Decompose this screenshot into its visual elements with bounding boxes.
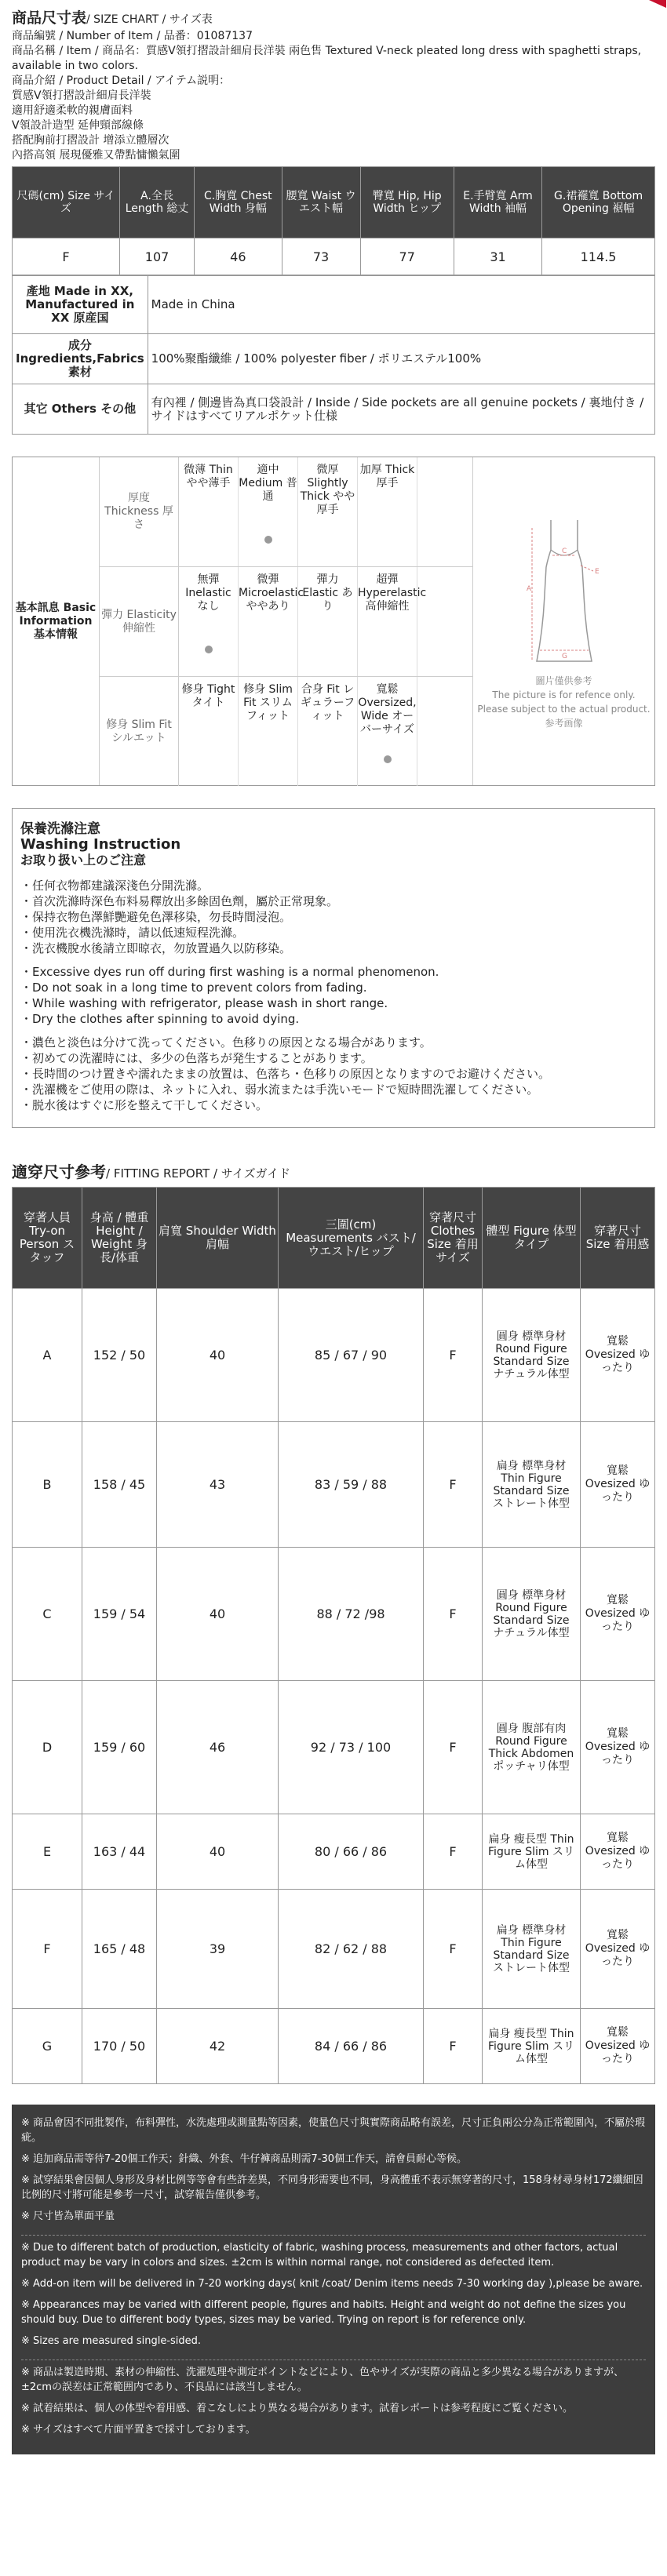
note-line: ※ Add-on item will be delivered in 7-20 working days( knit /coat/ Denim items needs 7-30 working day ),please be aware. (21, 2278, 643, 2290)
figure-label-c: C (561, 548, 567, 555)
washing-title-zh: 保養洗滌注意 (20, 821, 100, 837)
option-text: 修身 Slim Fit スリムフィット (243, 683, 293, 722)
elasticity-option (179, 567, 239, 676)
measurements: 83 / 59 / 88 (279, 1422, 424, 1548)
elasticity-label: 彈力 Elasticity 伸縮性 (100, 567, 179, 676)
clothes-size: F (424, 2009, 483, 2084)
fitting-row (13, 1289, 655, 1422)
note-line: ※ 商品は製造時期、素材の伸縮性、洗濯処理や測定ポイントなどにより、色やサイズが実際の商品と多少異なる場合がありますが、±2cmの誤差は正常範囲内であり、不良品には該当しません。 (21, 2367, 624, 2393)
info-table (12, 275, 655, 435)
person: D (13, 1681, 82, 1814)
basic-info-grid (100, 457, 472, 785)
cell-chest: 46 (195, 238, 282, 275)
basic-info-panel (12, 457, 655, 786)
option-text: 微彈 Microelastic ややあり (239, 573, 304, 613)
person: E (13, 1814, 82, 1890)
figure-type: 扁身 標準身材 Thin Figure Standard Size ストレート体型 (483, 1890, 581, 2009)
option-text: 彈力 Elastic あり (302, 573, 353, 613)
figure-label-g: G (561, 653, 567, 660)
cell-hip: 77 (360, 238, 454, 275)
washing-zh (20, 878, 647, 956)
washing-line: ・脱水後はすぐに形を整えて干してください。 (20, 1098, 268, 1112)
figure-type: 圓身 標準身材 Round Figure Standard Size ナチュラル体型 (483, 1548, 581, 1681)
fitting-row (13, 2009, 655, 2084)
header-figure: 體型 Figure 体型タイプ (483, 1188, 581, 1289)
washing-jp (20, 1035, 647, 1113)
shoulder: 39 (157, 1890, 279, 2009)
header-person: 穿著人員 Try-on Person スタッフ (13, 1188, 82, 1289)
cell-arm: 31 (454, 238, 541, 275)
thickness-option (179, 457, 239, 566)
header-size: 尺碼(cm) Size サイズ (13, 167, 120, 238)
cell-waist: 73 (282, 238, 360, 275)
notes-panel (12, 2105, 655, 2454)
note-line: ※ 試穿結果會因個人身形及身材比例等等會有些許差異，不同身形需要也不同，身高體重不表示無穿著的尺寸，158身材尋身材172纖細因比例的尺寸將可能是參考一尺寸，試穿報告僅供參考。 (21, 2174, 643, 2201)
height-weight: 165 / 48 (82, 1890, 157, 2009)
washing-title-jp: お取り扱い上のご注意 (20, 853, 147, 868)
elasticity-option (298, 567, 358, 676)
clothes-size: F (424, 1289, 483, 1422)
shoulder: 40 (157, 1289, 279, 1422)
washing-title-en: Washing Instruction (20, 836, 181, 853)
washing-line: ・濃色と淡色は分けて洗ってください。色移りの原因となる場合があります。 (20, 1035, 432, 1050)
notes-en (21, 2236, 646, 2360)
header-length: A.全長 Length 総丈 (120, 167, 195, 238)
fitting-title (12, 1159, 655, 1182)
clothes-size: F (424, 1814, 483, 1890)
clothes-size: F (424, 1681, 483, 1814)
fit-feel: 寬鬆 Ovesized ゆったり (581, 2009, 655, 2084)
selected-dot-icon (384, 755, 392, 763)
caption-line: Please subject to the actual product. (477, 704, 651, 715)
origin-label: 產地 Made in XX, Manufactured in XX 原産国 (13, 276, 148, 334)
dress-figure (472, 457, 654, 785)
dress-outline-icon (521, 512, 607, 669)
fitting-table (12, 1187, 655, 2084)
thickness-option (239, 457, 298, 566)
shoulder: 43 (157, 1422, 279, 1548)
washing-en (20, 964, 647, 1027)
fit-feel: 寬鬆 Ovesized ゆったり (581, 1289, 655, 1422)
fitting-row (13, 1422, 655, 1548)
detail-line: 商品編號 / Number of Item / 品番：01087137 (12, 30, 253, 42)
note-line: ※ サイズはすべて片面平置きで採寸しております。 (21, 2424, 256, 2436)
person: F (13, 1890, 82, 2009)
cell-length: 107 (120, 238, 195, 275)
detail-line: 商品名稱 / Item / 商品名：質感V領打摺設計細肩長洋裝 兩色售 Textured V-neck pleated long dress with spaghetti straps, available in two colors. (12, 45, 642, 72)
shoulder: 46 (157, 1681, 279, 1814)
header-waist: 腰寬 Waist ウエスト幅 (282, 167, 360, 238)
size-table-header (13, 167, 655, 238)
washing-line: ・任何衣物都建議深淺色分開洗滌。 (20, 879, 210, 893)
caption-line: The picture is for refence only. (492, 689, 636, 700)
product-details (12, 29, 655, 163)
fit-row (100, 677, 472, 786)
fit-feel: 寬鬆 Ovesized ゆったり (581, 1814, 655, 1890)
detail-line: V領設計造型 延伸頸部線條 (12, 119, 144, 132)
header-chest: C.胸寬 Chest Width 身幅 (195, 167, 282, 238)
fitting-subtitle: / FITTING REPORT / サイズガイド (106, 1166, 291, 1181)
detail-line: 內搭高領 展現優雅又帶點慵懶氣圍 (12, 149, 180, 162)
selected-dot-icon (264, 536, 272, 544)
notes-jp (21, 2360, 646, 2448)
fit-option (298, 677, 358, 786)
height-weight: 170 / 50 (82, 2009, 157, 2084)
note-line: ※ 追加商品需等待7-20個工作天；針織、外套、牛仔褲商品則需7-30個工作天，請會員耐心等候。 (21, 2153, 468, 2165)
measurements: 82 / 62 / 88 (279, 1890, 424, 2009)
fitting-row (13, 1814, 655, 1890)
figure-label-a: A (526, 585, 531, 593)
figure-type: 扁身 瘦長型 Thin Figure Slim スリム体型 (483, 1814, 581, 1890)
option-text: 修身 Tight タイト (181, 683, 235, 709)
size-table (12, 166, 655, 275)
shoulder: 42 (157, 2009, 279, 2084)
notes-zh (21, 2111, 646, 2236)
person: B (13, 1422, 82, 1548)
fitting-row (13, 1548, 655, 1681)
washing-line: ・洗衣機脫水後請立即晾衣，勿放置過久以防移染。 (20, 941, 292, 955)
caption-line: 参考画像 (545, 718, 583, 729)
note-line: ※ Sizes are measured single-sided. (21, 2335, 202, 2347)
size-chart-title (12, 6, 655, 27)
fitting-title-text: 適穿尺寸參考 (12, 1162, 106, 1181)
height-weight: 158 / 45 (82, 1422, 157, 1548)
cell-bottom: 114.5 (542, 238, 655, 275)
header-arm: E.手臂寬 Arm Width 袖幅 (454, 167, 541, 238)
person: C (13, 1548, 82, 1681)
figure-type: 圓身 腹部有肉 Round Figure Thick Abdomen ポッチャリ体型 (483, 1681, 581, 1814)
option-text: 無彈 Inelastic なし (185, 573, 231, 613)
option-text: 合身 Fit レギュラーフィット (300, 683, 355, 722)
origin-value: Made in China (148, 276, 654, 334)
header-clothes-size: 穿著尺寸 Clothes Size 着用サイズ (424, 1188, 483, 1289)
selected-dot-icon (205, 646, 213, 653)
shoulder: 40 (157, 1548, 279, 1681)
thickness-row (100, 457, 472, 567)
fitting-row (13, 1681, 655, 1814)
others-label: 其它 Others その他 (13, 384, 148, 435)
fabric-label: 成分 Ingredients,Fabrics 素材 (13, 334, 148, 384)
header-bottom: G.裙襬寬 Bottom Opening 裾幅 (542, 167, 655, 238)
corner-ribbon-icon (649, 0, 666, 8)
fit-feel: 寬鬆 Ovesized ゆったり (581, 1890, 655, 2009)
option-text: 寬鬆 Oversized, Wide オーバーサイズ (358, 683, 417, 736)
note-line: ※ 試着結果は、個人の体型や着用感、着こなしにより異なる場合があります。試着レポートは参考程度にご覧ください。 (21, 2403, 573, 2414)
clothes-size: F (424, 1890, 483, 2009)
washing-line: ・While washing with refrigerator, please wash in short range. (20, 996, 388, 1010)
figure-label-e: E (594, 568, 600, 576)
cell-size: F (13, 238, 120, 275)
height-weight: 159 / 60 (82, 1681, 157, 1814)
info-row-fabric (13, 334, 655, 384)
option-text: 超彈 Hyperelastic 高伸縮性 (358, 573, 427, 613)
clothes-size: F (424, 1548, 483, 1681)
header-height-weight: 身高 / 體重 Height / Weight 身長/体重 (82, 1188, 157, 1289)
option-text: 微薄 Thin やや薄手 (184, 464, 233, 489)
note-line: ※ Due to different batch of production, elasticity of fabric, washing process, measurements and other factors, actual product may be vary in colors and sizes. ±2cm is within normal range, not considered as defected item. (21, 2242, 618, 2269)
header-hip: 臀寬 Hip, Hip Width ヒップ (360, 167, 454, 238)
thickness-option (298, 457, 358, 566)
fit-feel: 寬鬆 Ovesized ゆったり (581, 1548, 655, 1681)
info-row-others (13, 384, 655, 435)
size-table-row (13, 238, 655, 275)
measurements: 88 / 72 /98 (279, 1548, 424, 1681)
header-feel: 穿著尺寸 Size 着用感 (581, 1188, 655, 1289)
header-measurements: 三圍(cm) Measurements バスト/ウエスト/ヒップ (279, 1188, 424, 1289)
person: G (13, 2009, 82, 2084)
washing-instructions (12, 808, 655, 1128)
shoulder: 40 (157, 1814, 279, 1890)
height-weight: 152 / 50 (82, 1289, 157, 1422)
washing-line: ・保持衣物色澤鮮艷避免色澤移染，勿長時間浸泡。 (20, 910, 292, 924)
washing-line: ・使用洗衣機洗滌時，請以低速短程洗滌。 (20, 926, 245, 940)
size-chart-title-text: 商品尺寸表 (12, 9, 87, 27)
elasticity-option (239, 567, 304, 676)
washing-line: ・Dry the clothes after spinning to avoid dying. (20, 1012, 300, 1026)
option-text: 加厚 Thick 厚手 (359, 464, 415, 489)
product-page (12, 0, 655, 2454)
basic-info-title: 基本訊息 Basic Information 基本情報 (13, 457, 100, 785)
figure-type: 扁身 瘦長型 Thin Figure Slim スリム体型 (483, 2009, 581, 2084)
others-value: 有內裡 / 側邊皆為真口袋設計 / Inside / Side pockets are all genuine pockets / 裏地付き / サイドはすべてリアルポケット仕様 (148, 384, 654, 435)
fitting-row (13, 1890, 655, 2009)
thickness-option (358, 457, 417, 566)
detail-line: 搭配胸前打摺設計 增添立體層次 (12, 134, 169, 147)
figure-type: 圓身 標準身材 Round Figure Standard Size ナチュラル体型 (483, 1289, 581, 1422)
washing-line: ・Excessive dyes run off during first washing is a normal phenomenon. (20, 965, 439, 979)
detail-line: 適用舒適柔軟的親膚面料 (12, 104, 133, 117)
note-line: ※ 尺寸皆為單面平量 (21, 2210, 115, 2222)
detail-line: 質感V領打摺設計細肩長洋裝 (12, 89, 151, 102)
fit-option (358, 677, 417, 786)
fitting-header (13, 1188, 655, 1289)
figure-caption (477, 674, 650, 730)
washing-line: ・洗濯機をご使用の際は、ネットに入れ、弱水流または手洗いモードで短時間洗濯してください。 (20, 1082, 539, 1097)
option-text: 微厚 Slightly Thick やや厚手 (300, 464, 355, 516)
clothes-size: F (424, 1422, 483, 1548)
option-text: 適中 Medium 普通 (239, 464, 297, 503)
fit-option (179, 677, 239, 786)
note-line: ※ 商品會因不同批製作，布料彈性，水洗處理或測量點等因素，使量色尺寸與實際商品略有誤差，尺寸正負兩公分為正常範圍內，不屬於瑕疵。 (21, 2117, 646, 2144)
fabric-value: 100%聚酯纖維 / 100% polyester fiber / ポリエステル100% (148, 334, 654, 384)
size-chart-subtitle: / SIZE CHART / サイズ表 (86, 13, 213, 26)
info-row-origin (13, 276, 655, 334)
person: A (13, 1289, 82, 1422)
washing-line: ・首次洗滌時深色布料易釋放出多餘固色劑，屬於正常現象。 (20, 894, 339, 908)
fit-feel: 寬鬆 Ovesized ゆったり (581, 1681, 655, 1814)
elasticity-row (100, 567, 472, 677)
detail-line: 商品介紹 / Product Detail / アイテム説明： (12, 75, 231, 87)
caption-line: 圖片僅供參考 (535, 675, 592, 686)
fit-label: 修身 Slim Fit シルエット (100, 677, 179, 786)
elasticity-option (358, 567, 427, 676)
fit-feel: 寬鬆 Ovesized ゆったり (581, 1422, 655, 1548)
fit-option (239, 677, 298, 786)
note-line: ※ Appearances may be varied with different people, figures and habits. Height and weight do not define the sizes you should buy. Due to different body types, sizes may be varied. Trying on report is for reference only. (21, 2299, 626, 2326)
height-weight: 159 / 54 (82, 1548, 157, 1681)
measurements: 85 / 67 / 90 (279, 1289, 424, 1422)
measurements: 80 / 66 / 86 (279, 1814, 424, 1890)
measurements: 92 / 73 / 100 (279, 1681, 424, 1814)
washing-line: ・Do not soak in a long time to prevent colors from fading. (20, 981, 367, 995)
thickness-label: 厚度 Thickness 厚さ (100, 457, 179, 566)
header-shoulder: 肩寬 Shoulder Width 肩幅 (157, 1188, 279, 1289)
figure-type: 扁身 標準身材 Thin Figure Standard Size ストレート体型 (483, 1422, 581, 1548)
height-weight: 163 / 44 (82, 1814, 157, 1890)
washing-line: ・初めての洗濯時には、多少の色落ちが発生することがあります。 (20, 1051, 373, 1065)
washing-line: ・長時間のつけ置きや濡れたままの放置は、色落ち・色移りの原因となりますのでお避けください。 (20, 1067, 551, 1081)
measurements: 84 / 66 / 86 (279, 2009, 424, 2084)
